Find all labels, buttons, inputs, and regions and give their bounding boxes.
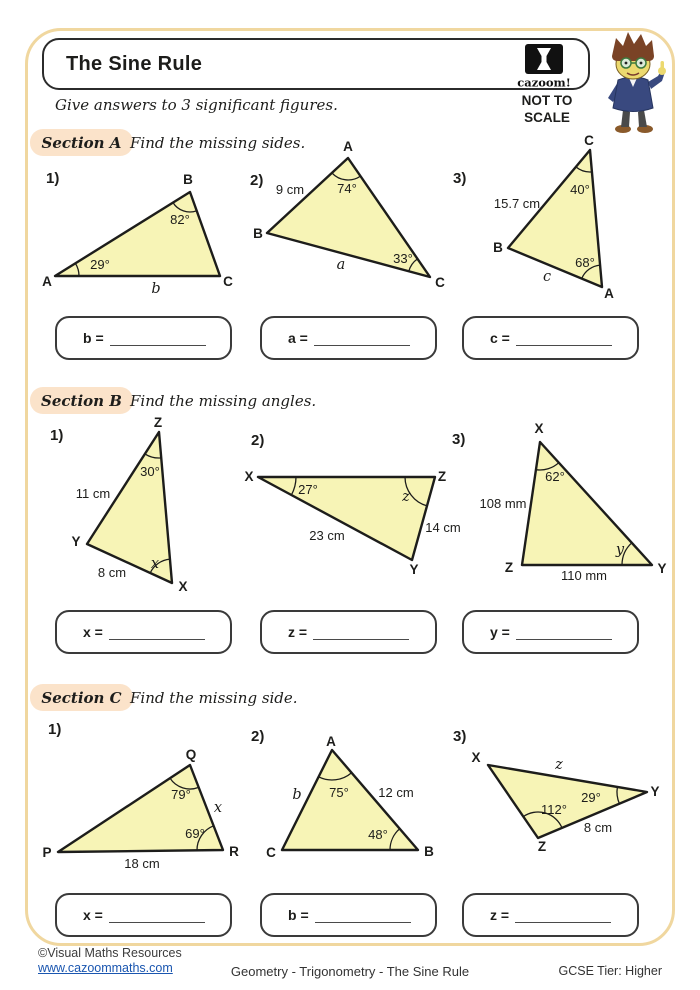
side-label: x <box>213 800 223 816</box>
triangle-c2 <box>262 734 442 860</box>
side-label: 11 cm <box>75 486 111 501</box>
angle-label: 40° <box>570 182 590 197</box>
problem-number: 1) <box>46 170 60 187</box>
section-a-label: Section A <box>30 129 133 156</box>
answer-line[interactable] <box>110 330 206 346</box>
angle-label: 79° <box>171 787 191 802</box>
vertex-label: B <box>493 240 503 255</box>
answer-line[interactable] <box>515 907 611 923</box>
vertex-label: R <box>229 844 239 859</box>
triangle-shape <box>488 765 647 838</box>
vertex-label: Q <box>185 747 197 762</box>
eye <box>640 62 643 65</box>
problem-number: 1) <box>48 721 62 738</box>
vertex-label: B <box>183 172 193 187</box>
vertex-label: A <box>42 274 52 289</box>
answer-label: a = <box>288 330 308 346</box>
section-c-label: Section C <box>30 684 133 711</box>
side-label: b <box>151 281 161 297</box>
vertex-label: A <box>343 139 353 154</box>
answer-line[interactable] <box>109 624 205 640</box>
vertex-label: X <box>244 469 254 484</box>
answer-box <box>55 610 232 654</box>
vertex-label: Y <box>657 561 667 576</box>
vertex-label: Z <box>153 415 163 430</box>
answer-line[interactable] <box>315 907 411 923</box>
vertex-label: Y <box>650 784 660 799</box>
answer-line[interactable] <box>314 330 410 346</box>
mascot-illustration <box>596 28 674 136</box>
hair <box>612 32 654 61</box>
vertex-label: B <box>253 226 263 241</box>
logo-wordmark: cazoom! <box>517 75 571 90</box>
answer-label: x = <box>83 907 103 923</box>
triangle-shape <box>87 432 172 583</box>
side-label: 12 cm <box>378 785 414 800</box>
triangle-b1 <box>40 415 225 598</box>
side-label: 108 mm <box>479 496 527 511</box>
vertex-label: Z <box>437 469 447 484</box>
triangle-shape <box>282 750 418 850</box>
angle-label: y <box>615 542 625 558</box>
side-label: 18 cm <box>124 856 160 871</box>
vertex-label: Y <box>71 534 81 549</box>
angle-label: 48° <box>368 827 388 842</box>
vertex-label: X <box>471 750 481 765</box>
footer-topic: Geometry - Trigonometry - The Sine Rule <box>230 964 470 979</box>
answer-box <box>55 316 232 360</box>
section-b-instruction: Find the missing angles. <box>130 392 317 410</box>
footer-website-link[interactable]: www.cazoommaths.com <box>38 961 173 975</box>
answers-note: Give answers to 3 significant figures. <box>55 96 338 114</box>
leg <box>621 110 630 127</box>
side-label: 9 cm <box>275 182 305 197</box>
answer-box <box>260 893 437 937</box>
angle-label: z <box>402 489 410 505</box>
side-label: 8 cm <box>97 565 127 580</box>
answer-box <box>260 316 437 360</box>
angle-label: 29° <box>581 790 601 805</box>
answer-line[interactable] <box>109 907 205 923</box>
triangle-a3 <box>455 135 680 305</box>
answer-box <box>260 610 437 654</box>
answer-box <box>462 610 639 654</box>
side-label: b <box>292 787 302 803</box>
worksheet-title-box <box>42 38 590 90</box>
section-a-instruction: Find the missing sides. <box>130 134 306 152</box>
side-label: 14 cm <box>425 520 461 535</box>
angle-label: 68° <box>575 255 595 270</box>
cazoom-logo-icon <box>518 43 570 90</box>
answer-label: z = <box>288 624 308 640</box>
answer-label: z = <box>490 907 510 923</box>
side-label: z <box>555 757 563 773</box>
answer-box <box>462 893 639 937</box>
angle-label: 29° <box>90 257 110 272</box>
answer-label: y = <box>490 624 510 640</box>
answer-label: b = <box>83 330 104 346</box>
angle-label: 30° <box>140 464 160 479</box>
answer-line[interactable] <box>516 330 612 346</box>
vertex-label: C <box>584 133 594 148</box>
angle-label: 82° <box>170 212 190 227</box>
side-label: a <box>336 257 346 273</box>
angle-label: 74° <box>337 181 357 196</box>
answer-line[interactable] <box>313 624 409 640</box>
angle-label: 33° <box>393 251 413 266</box>
answer-label: b = <box>288 907 309 923</box>
triangle-shape <box>522 442 652 565</box>
triangle-b3 <box>460 420 680 590</box>
vertex-label: C <box>435 275 445 290</box>
side-label: 23 cm <box>309 528 345 543</box>
vertex-label: C <box>223 274 233 289</box>
vertex-label: A <box>326 734 336 749</box>
vertex-label: Z <box>504 560 514 575</box>
not-to-scale-line1: NOT TO <box>521 93 573 108</box>
problem-number: 1) <box>50 427 64 444</box>
triangle-a1 <box>40 170 240 300</box>
angle-label: 75° <box>329 785 349 800</box>
not-to-scale-label <box>502 92 592 126</box>
triangle-c3 <box>450 748 680 858</box>
answer-box <box>55 893 232 937</box>
footer-copyright: ©Visual Maths Resources <box>38 946 182 960</box>
triangle-a2 <box>250 139 465 293</box>
answer-label: x = <box>83 624 103 640</box>
hand <box>658 67 666 75</box>
angle-label: 62° <box>545 469 565 484</box>
page-title: The Sine Rule <box>66 52 203 75</box>
angle-label: x <box>150 556 160 572</box>
angle-label: 27° <box>298 482 318 497</box>
problem-number: 3) <box>453 170 467 187</box>
answer-box <box>462 316 639 360</box>
section-b-label: Section B <box>30 387 133 414</box>
problem-number: 3) <box>452 431 466 448</box>
answer-line[interactable] <box>516 624 612 640</box>
triangle-b2 <box>240 450 485 575</box>
vertex-label: A <box>604 286 614 301</box>
side-label: 8 cm <box>583 820 613 835</box>
problem-number: 2) <box>250 172 264 189</box>
section-c-instruction: Find the missing side. <box>130 689 298 707</box>
vertex-label: Y <box>409 562 419 577</box>
leg <box>638 110 647 127</box>
side-label: 110 mm <box>561 568 607 583</box>
problem-number: 2) <box>251 728 265 745</box>
vertex-label: X <box>178 579 188 594</box>
eye <box>625 62 628 65</box>
side-label: c <box>542 269 552 285</box>
vertex-label: X <box>534 421 544 436</box>
triangle-c1 <box>40 748 245 873</box>
vertex-label: Z <box>537 839 547 854</box>
vertex-label: C <box>266 845 276 860</box>
problem-number: 2) <box>251 432 265 449</box>
side-label: 15.7 cm <box>493 196 541 211</box>
vertex-label: B <box>424 844 434 859</box>
footer-tier: GCSE Tier: Higher <box>558 964 662 978</box>
problem-number: 3) <box>453 728 467 745</box>
angle-label: 112° <box>541 802 567 817</box>
answer-label: c = <box>490 330 510 346</box>
not-to-scale-line2: SCALE <box>524 110 570 125</box>
angle-label: 69° <box>185 826 205 841</box>
triangle-shape <box>55 192 220 276</box>
vertex-label: P <box>42 845 52 860</box>
